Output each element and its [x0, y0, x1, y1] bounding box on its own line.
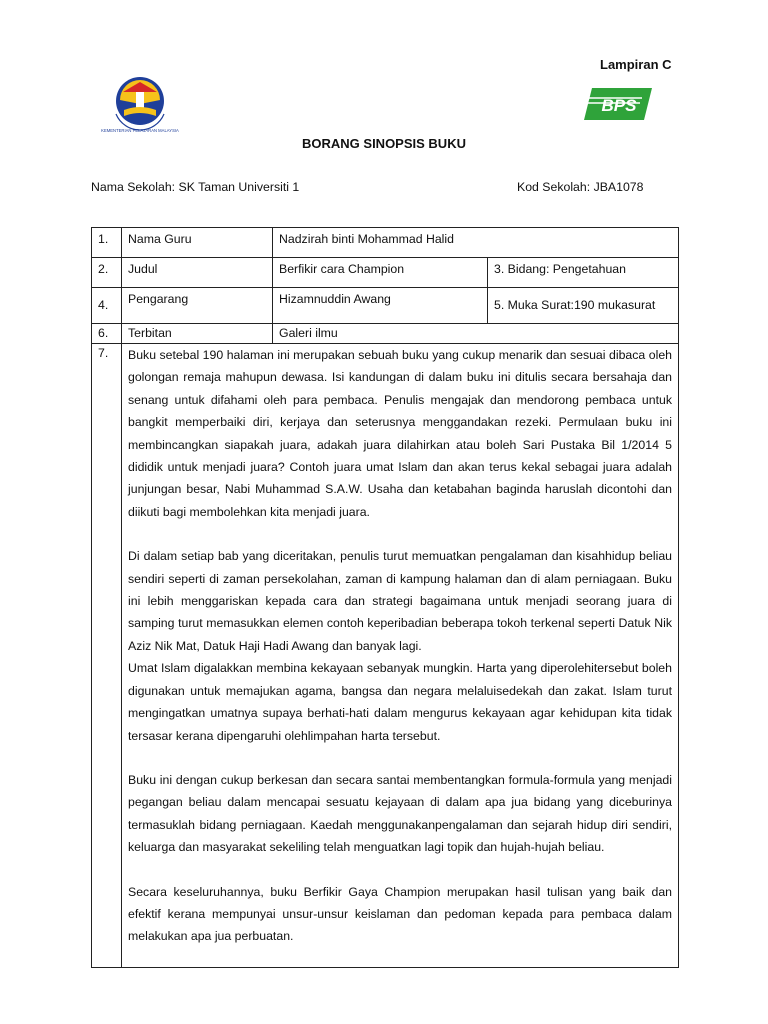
synopsis-paragraph: Di dalam setiap bab yang diceritakan, penulis turut memuatkan pengalaman dan kisahhidup beliau sendiri seperti di zaman persekolahan, zaman di kampung halaman dan di alam perniagaan. Buku ini lebih menggariskan kepada cara dan strategi bagaimana untuk menjadi seorang juara di samping turut memasukkan elemen contoh keperibadian beberapa tokoh terkenal seperti Datuk Nik Aziz Nik Mat, Datuk Haji Hadi Awang dan banyak lagi. — [128, 549, 672, 653]
synopsis-paragraph: Buku setebal 190 halaman ini merupakan sebuah buku yang cukup menarik dan sesuai dibaca oleh golongan remaja mahupun dewasa. Isi kandungan di dalam buku ini ditulis secara bersahaja dan senang untuk difahami oleh para pembaca. Penulis mengajak dan mendorong pembaca untuk bangkit memperbaiki diri, kerjaya dan seterusnya menggandakan rezeki. Permulaan buku ini membincangkan siapakah juara, adakah juara dilahirkan atau boleh Sari Pustaka Bil 1/2014 5 dididik untuk menjadi juara? Contoh juara umat Islam dan akan terus kekal sebagai juara adalah junjungan besar, Nabi Muhammad S.A.W. Usaha dan ketabahan baginda haruslah dicontohi dan diikuti bagi membolehkan kita menjadi juara. — [128, 348, 672, 519]
row-value: Hizamnuddin Awang — [273, 288, 488, 324]
kpm-logo-text: KEMENTERIAN PELAJARAN MALAYSIA — [101, 128, 179, 133]
row-label: Judul — [122, 258, 273, 288]
table-row — [92, 228, 679, 258]
table-row — [92, 288, 679, 324]
row-extra: 3. Bidang: Pengetahuan — [488, 258, 679, 288]
row-extra: 5. Muka Surat:190 mukasurat — [488, 288, 679, 324]
row-value: Berfikir cara Champion — [273, 258, 488, 288]
row-number: 1. — [92, 228, 122, 258]
synopsis-cell — [122, 344, 679, 968]
school-info-row — [91, 180, 681, 194]
bps-logo-icon — [582, 86, 654, 122]
row-number: 4. — [92, 288, 122, 324]
page-title: BORANG SINOPSIS BUKU — [302, 136, 466, 151]
school-code: Kod Sekolah: JBA1078 — [517, 180, 644, 194]
row-value: Nadzirah binti Mohammad Halid — [273, 228, 679, 258]
kpm-logo-icon — [101, 70, 179, 138]
synopsis-paragraph: Umat Islam digalakkan membina kekayaan sebanyak mungkin. Harta yang diperolehitersebut boleh digunakan untuk memajukan agama, bangsa dan negara melaluisedekah dan zakat. Islam turut mengingatkan umatnya supaya berhati-hati dalam mengurus kekayaan agar kehidupan kita tidak tersasar kerana dipengaruhi olehlimpahan harta tersebut. — [128, 661, 672, 743]
row-label: Pengarang — [122, 288, 273, 324]
row-label: Nama Guru — [122, 228, 273, 258]
synopsis-paragraph: Secara keseluruhannya, buku Berfikir Gaya Champion merupakan hasil tulisan yang baik dan efektif kerana mempunyai unsur-unsur keislaman dan pedoman kepada para pembaca dalam melakukan apa jua perbuatan. — [128, 884, 672, 944]
table-row — [92, 324, 679, 344]
table-row — [92, 344, 679, 968]
row-number: 7. — [92, 344, 122, 968]
bps-logo-text: BPS — [601, 96, 637, 115]
row-label: Terbitan — [122, 324, 273, 344]
lampiran-label: Lampiran C — [600, 57, 672, 72]
row-value: Galeri ilmu — [273, 324, 679, 344]
synopsis-form-table — [91, 227, 679, 968]
synopsis-paragraph: Buku ini dengan cukup berkesan dan secara santai membentangkan formula-formula yang menjadi pegangan beliau dalam mencapai sesuatu kejayaan di dalam apa jua bidang yang diceburinya termasuklah bidang perniagaan. Kaedah menggunakanpengalaman dan sejarah hidup diri sendiri, keluarga dan masyarakat sekeliling telah menguatkan lagi topik dan hujah-hujah beliau. — [128, 772, 672, 855]
table-row — [92, 258, 679, 288]
row-number: 2. — [92, 258, 122, 288]
row-number: 6. — [92, 324, 122, 344]
school-name: Nama Sekolah: SK Taman Universiti 1 — [91, 180, 300, 194]
